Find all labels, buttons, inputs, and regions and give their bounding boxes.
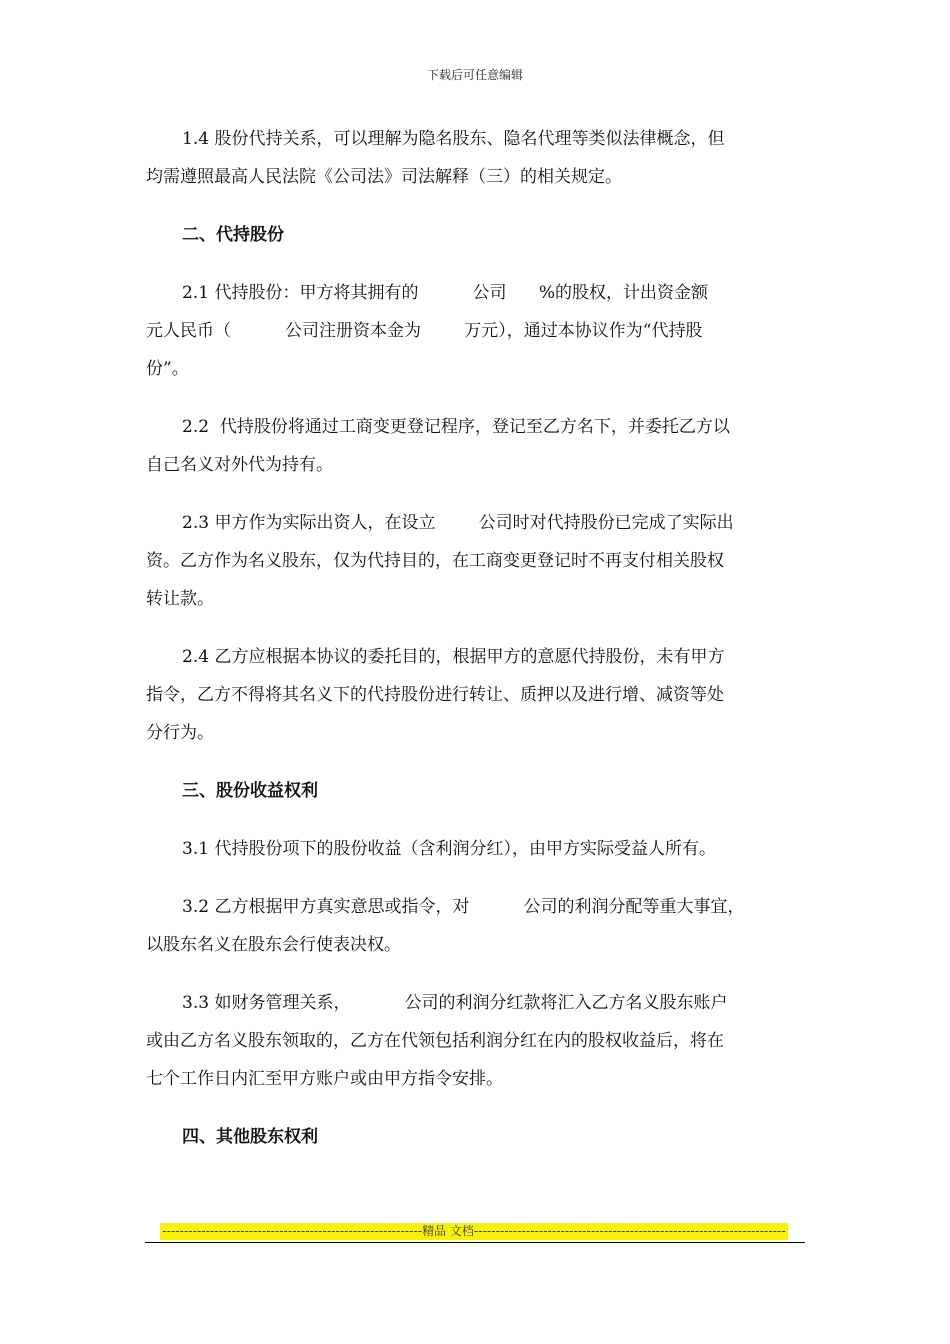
paragraph-2-4 xyxy=(146,638,806,752)
text-line: 1.4 股份代持关系，可以理解为隐名股东、隐名代理等类似法律概念，但 xyxy=(182,129,725,149)
footer-divider xyxy=(145,1242,805,1243)
heading-line: 三、股份收益权利 xyxy=(182,781,318,801)
text-line: 3.1 代持股份项下的股份收益（含利润分红），由甲方实际受益人所有。 xyxy=(182,839,716,859)
paragraph-3-3 xyxy=(146,984,806,1098)
heading-line: 四、其他股东权利 xyxy=(182,1127,318,1147)
text-line: 份”。 xyxy=(146,359,189,379)
text-line: 以股东名义在股东会行使表决权。 xyxy=(146,935,401,955)
document-body xyxy=(146,120,806,1156)
paragraph-2-3 xyxy=(146,504,806,618)
section-heading-2 xyxy=(146,216,806,254)
paragraph-3-1 xyxy=(146,830,806,868)
text-line: 自己名义对外代为持有。 xyxy=(146,455,333,475)
text-line: 均需遵照最高人民法院《公司法》司法解释（三）的相关规定。 xyxy=(146,167,622,187)
text-line: 资。乙方作为名义股东，仅为代持目的，在工商变更登记时不再支付相关股权 xyxy=(146,551,724,571)
heading-line: 二、代持股份 xyxy=(182,225,284,245)
paragraph-2-2 xyxy=(146,408,806,484)
text-line: 七个工作日内汇至甲方账户或由甲方指令安排。 xyxy=(146,1069,503,1089)
section-heading-3 xyxy=(146,772,806,810)
text-line: 指令，乙方不得将其名义下的代持股份进行转让、质押以及进行增、减资等处 xyxy=(146,685,724,705)
text-line: 元人民币（ 公司注册资本金为 万元），通过本协议作为“代持股 xyxy=(146,321,703,341)
footer-banner: ------------------------------------------------------------精品 文档------------------------------------------------------------------------ xyxy=(160,1223,788,1240)
paragraph-2-1 xyxy=(146,274,806,388)
text-line: 3.2 乙方根据甲方真实意思或指令，对 公司的利润分配等重大事宜， xyxy=(182,897,745,917)
paragraph-3-2 xyxy=(146,888,806,964)
text-line: 分行为。 xyxy=(146,723,214,743)
text-line: 2.1 代持股份：甲方将其拥有的 公司 %的股权，计出资金额 xyxy=(182,283,709,303)
text-line: 2.3 甲方作为实际出资人，在设立 公司时对代持股份已完成了实际出 xyxy=(182,513,734,533)
paragraph-1-4 xyxy=(146,120,806,196)
text-line: 3.3 如财务管理关系， 公司的利润分红款将汇入乙方名义股东账户 xyxy=(182,993,728,1013)
text-line: 转让款。 xyxy=(146,589,214,609)
text-line: 2.2 代持股份将通过工商变更登记程序，登记至乙方名下，并委托乙方以 xyxy=(182,417,730,437)
section-heading-4 xyxy=(146,1118,806,1156)
text-line: 或由乙方名义股东领取的，乙方在代领包括利润分红在内的股权收益后，将在 xyxy=(146,1031,724,1051)
page-header: 下载后可任意编辑 xyxy=(426,68,523,82)
text-line: 2.4 乙方应根据本协议的委托目的，根据甲方的意愿代持股份，未有甲方 xyxy=(182,647,725,667)
